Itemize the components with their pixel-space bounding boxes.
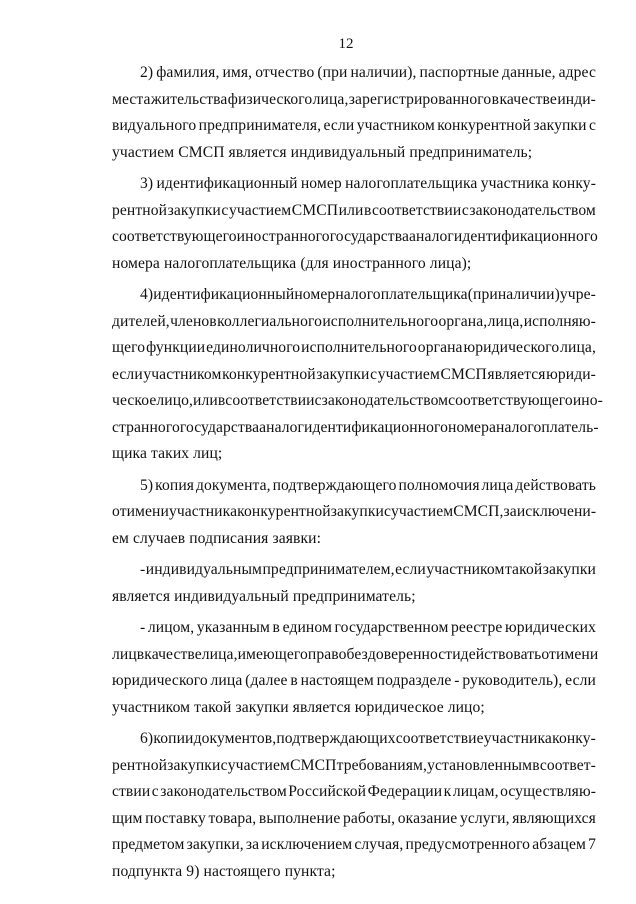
text-line: если участником конкурентной закупки с участием СМСП является юриди- [112, 365, 596, 383]
text-line: места жительства физического лица, зарегистрированного в качестве инди- [112, 90, 596, 108]
text-line: ческое лицо, или в соответствии с законодательством соответствующего ино- [112, 392, 603, 409]
text-line: подпункта 9) настоящего пункта; [112, 862, 336, 880]
text-line: ем случаев подписания заявки: [112, 529, 322, 547]
text-line: видуального предпринимателя, если участником конкурентной закупки с [112, 117, 596, 134]
text-line: соответствующего иностранного государства аналог идентификационного [112, 228, 598, 245]
text-line: рентной закупки с участием СМСП или в соответствии с законодательством [112, 201, 596, 219]
text-line: участником такой закупки является юридическое лицо; [112, 698, 485, 716]
text-line: участием СМСП является индивидуальный предприниматель; [112, 143, 533, 161]
text-line: 3) идентификационный номер налогоплательщика участника конку- [140, 175, 596, 192]
paragraph [112, 726, 596, 885]
text-line: юридического лица (далее в настоящем подразделе - руководитель), если [112, 672, 596, 689]
text-line: - индивидуальным предпринимателем, если участником такой закупки [140, 561, 596, 578]
text-line: щего функции единоличного исполнительного органа юридического лица, [112, 339, 596, 356]
text-line: 6) копии документов, подтверждающих соответствие участника конку- [140, 730, 596, 747]
paragraph [112, 615, 599, 721]
text-line: - лицом, указанным в едином государственном реестре юридических [140, 619, 596, 636]
text-line: номера налогоплательщика (для иностранного лица); [112, 254, 472, 272]
text-line: 2) фамилия, имя, отчество (при наличии), паспортные данные, адрес [140, 64, 596, 81]
document-body [112, 60, 603, 885]
text-line: является индивидуальный предприниматель; [112, 587, 416, 605]
text-line: 5) копия документа, подтверждающего полномочия лица действовать [140, 476, 596, 494]
paragraph [112, 473, 596, 553]
page-number: 12 [338, 36, 354, 52]
text-line: дителей, членов коллегиального исполнительного органа, лица, исполняю- [112, 312, 596, 330]
text-line: странного государства аналог идентификационного номера налогоплатель- [112, 418, 599, 436]
text-line: рентной закупки с участием СМСП требованиям, установленным в соответ- [112, 756, 596, 774]
paragraph [112, 171, 596, 277]
text-line: 4) идентификационный номер налогоплательщика (при наличии) учре- [140, 286, 596, 303]
text-line: предметом закупки, за исключением случая, предусмотренного абзацем 7 [112, 836, 596, 853]
text-line: от имени участника конкурентной закупки с участием СМСП, за исключени- [112, 503, 597, 520]
text-line: щика таких лиц; [112, 445, 223, 462]
text-line: лиц в качестве лица, имеющего право без доверенности действовать от имени [112, 645, 599, 663]
paragraph [112, 60, 596, 166]
paragraph [112, 282, 603, 468]
paragraph [112, 557, 596, 610]
text-line: щим поставку товара, выполнение работы, оказание услуги, являющихся [112, 809, 596, 827]
text-line: ствии с законодательством Российской Федерации к лицам, осуществляю- [112, 783, 596, 800]
